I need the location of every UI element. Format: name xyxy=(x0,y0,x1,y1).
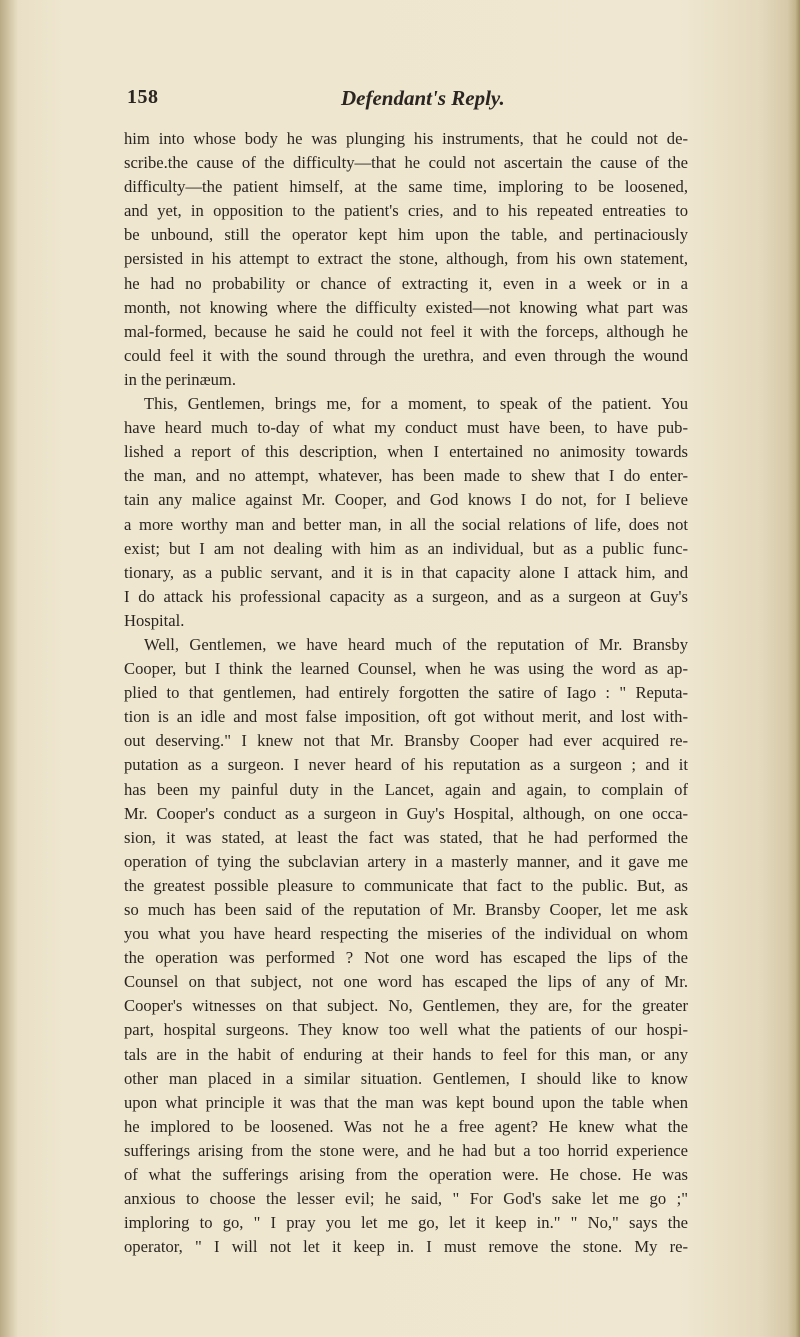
body-text xyxy=(124,127,688,1259)
text-line: sufferings arising from the stone were, and he had but a too horrid experience xyxy=(124,1140,688,1160)
text-line: operator, " I will not let it keep in. I must remove the stone. My re- xyxy=(124,1237,688,1257)
text-line: and yet, in opposition to the patient's cries, and to his repeated entreaties to xyxy=(124,201,688,221)
page-number: 158 xyxy=(127,86,159,108)
text-line: persisted in his attempt to extract the stone, although, from his own statement, xyxy=(124,249,688,269)
text-line: sion, it was stated, at least the fact was stated, that he had performed the xyxy=(124,827,688,847)
text-line: the man, and no attempt, whatever, has been made to shew that I do enter- xyxy=(124,466,688,486)
text-line: I do attack his professional capacity as a surgeon, and as a surgeon at Guy's xyxy=(124,586,688,606)
text-line: scribe.the cause of the difficulty—that he could not ascertain the cause of the xyxy=(124,153,688,173)
text-line: of what the sufferings arising from the operation were. He chose. He was xyxy=(124,1165,688,1185)
text-line: the operation was performed ? Not one word has escaped the lips of the xyxy=(124,948,688,968)
text-line: you what you have heard respecting the miseries of the individual on whom xyxy=(124,924,688,944)
text-line: in the perinæum. xyxy=(124,369,236,389)
text-line: so much has been said of the reputation of Mr. Bransby Cooper, let me ask xyxy=(124,900,688,919)
text-line: This, Gentlemen, brings me, for a moment, to speak of the patient. You xyxy=(144,394,688,414)
page-header xyxy=(0,86,800,116)
text-line: other man placed in a similar situation. Gentlemen, I should like to know xyxy=(124,1068,688,1088)
page-edge xyxy=(788,0,800,1337)
paragraph xyxy=(124,633,688,1259)
paragraph xyxy=(124,392,688,633)
text-line: Counsel on that subject, not one word has escaped the lips of any of Mr. xyxy=(124,972,688,992)
text-line: could feel it with the sound through the urethra, and even through the wound xyxy=(124,345,688,365)
text-line: tain any malice against Mr. Cooper, and God knows I do not, for I believe xyxy=(124,490,688,510)
text-line: have heard much to-day of what my conduct must have been, to have pub- xyxy=(124,418,688,438)
text-line: anxious to choose the lesser evil; he said, " For God's sake let me go ;" xyxy=(124,1189,688,1209)
text-line: tals are in the habit of enduring at their hands to feel for this man, or any xyxy=(124,1044,688,1064)
text-line: Well, Gentlemen, we have heard much of the reputation of Mr. Bransby xyxy=(144,634,688,654)
text-line: out deserving." I knew not that Mr. Bransby Cooper had ever acquired re- xyxy=(124,731,688,751)
text-line: difficulty—the patient himself, at the same time, imploring to be loosened, xyxy=(124,177,688,197)
text-line: him into whose body he was plunging his instruments, that he could not de- xyxy=(124,129,688,148)
text-line: tionary, as a public servant, and it is in that capacity alone I attack him, and xyxy=(124,562,688,582)
text-line: Mr. Cooper's conduct as a surgeon in Guy's Hospital, although, on one occa- xyxy=(124,803,688,823)
text-line: has been my painful duty in the Lancet, again and again, to complain of xyxy=(124,779,688,799)
text-line: Cooper's witnesses on that subject. No, Gentlemen, they are, for the greater xyxy=(124,996,688,1016)
text-line: mal-formed, because he said he could not feel it with the forceps, although he xyxy=(124,321,688,341)
paragraph xyxy=(124,127,688,392)
gutter-shadow xyxy=(0,0,18,1337)
text-line: putation as a surgeon. I never heard of his reputation as a surgeon ; and it xyxy=(124,755,688,775)
text-line: imploring to go, " I pray you let me go, let it keep in." " No," says the xyxy=(124,1213,688,1233)
text-line: a more worthy man and better man, in all the social relations of life, does not xyxy=(124,514,688,534)
text-line: plied to that gentlemen, had entirely forgotten the satire of Iago : " Reputa- xyxy=(124,683,688,703)
text-line: he had no probability or chance of extracting it, even in a week or in a xyxy=(124,273,688,293)
text-line: part, hospital surgeons. They know too well what the patients of our hospi- xyxy=(124,1020,688,1040)
text-line: lished a report of this description, when I entertained no animosity towards xyxy=(124,442,688,462)
text-line: exist; but I am not dealing with him as an individual, but as a public func- xyxy=(124,538,688,558)
running-head: Defendant's Reply. xyxy=(341,86,505,110)
text-line: operation of tying the subclavian artery in a masterly manner, and it gave me xyxy=(124,851,688,871)
text-line: Cooper, but I think the learned Counsel, when he was using the word as ap- xyxy=(124,659,688,679)
text-line: upon what principle it was that the man was kept bound upon the table when xyxy=(124,1092,688,1112)
text-line: tion is an idle and most false imposition, oft got without merit, and lost with- xyxy=(124,707,688,727)
text-line: the greatest possible pleasure to communicate that fact to the public. But, as xyxy=(124,875,688,895)
text-line: be unbound, still the operator kept him upon the table, and pertinaciously xyxy=(124,225,688,245)
text-line: Hospital. xyxy=(124,610,185,630)
text-line: he implored to be loosened. Was not he a free agent? He knew what the xyxy=(124,1116,688,1136)
text-line: month, not knowing where the difficulty existed—not knowing what part was xyxy=(124,297,688,317)
